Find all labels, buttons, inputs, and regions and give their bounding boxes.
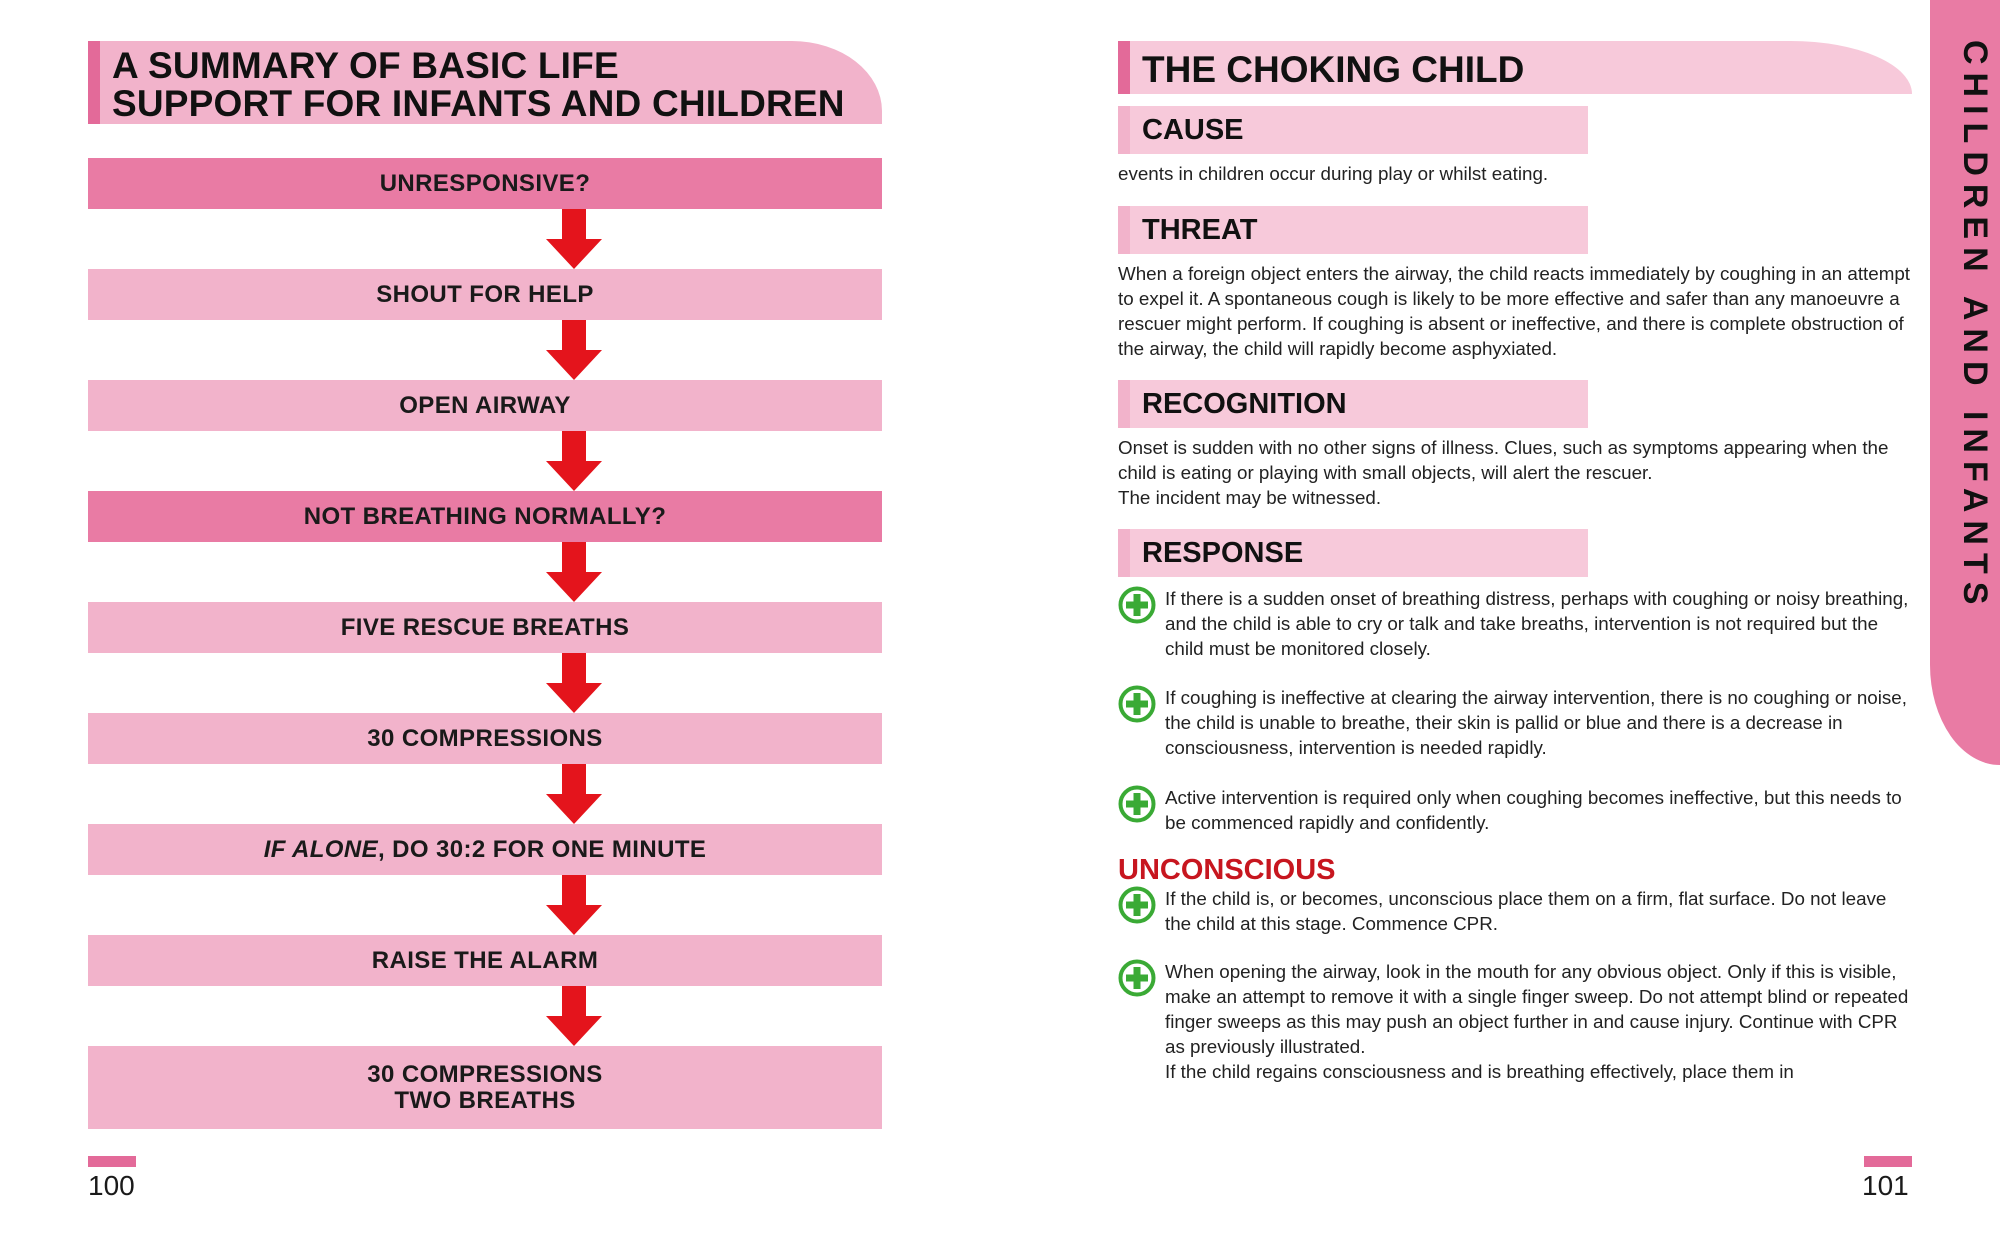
green-plus-icon (1118, 685, 1156, 723)
flow-step-unresponsive: UNRESPONSIVE? (88, 158, 882, 209)
cause-text: events in children occur during play or whilst eating. (1118, 163, 1549, 184)
left-title-line1: A SUMMARY OF BASIC LIFE (112, 45, 619, 86)
flow-step-open-airway: OPEN AIRWAY (88, 380, 882, 431)
down-arrow-icon (546, 320, 602, 380)
down-arrow-icon (546, 653, 602, 713)
down-arrow-icon (546, 209, 602, 269)
flow-step-if-alone (88, 824, 882, 875)
green-plus-icon (1118, 886, 1156, 924)
if-alone-emphasis: IF ALONE (263, 835, 378, 863)
left-title-line2: SUPPORT FOR INFANTS AND CHILDREN (112, 83, 845, 124)
green-plus-icon (1118, 959, 1156, 997)
flow-step-shout-for-help: SHOUT FOR HELP (88, 269, 882, 320)
final-step-line1: 30 COMPRESSIONS (367, 1060, 603, 1088)
page-marker-right (1864, 1156, 1912, 1167)
section-heading-recognition: RECOGNITION (1118, 380, 1588, 428)
recognition-text-line1: Onset is sudden with no other signs of illness. Clues, such as symptoms appearing when the child is eating or playing with small objects, will alert the rescuer. (1118, 437, 1889, 483)
unconscious-bullet-2-text (1165, 959, 1912, 1084)
section-heading-response: RESPONSE (1118, 529, 1588, 577)
unconscious-bullet-2-line2: If the child regains consciousness and is breathing effectively, place them in (1165, 1061, 1794, 1082)
section-heading-unconscious: UNCONSCIOUS (1118, 854, 1336, 886)
flow-step-five-rescue-breaths: FIVE RESCUE BREATHS (88, 602, 882, 653)
down-arrow-icon (546, 875, 602, 935)
right-page-title: THE CHOKING CHILD (1142, 49, 1525, 90)
green-plus-icon (1118, 785, 1156, 823)
flow-step-compressions-breaths (88, 1046, 882, 1129)
page-number-left: 100 (88, 1170, 135, 1201)
response-bullet-1-text: If there is a sudden onset of breathing distress, perhaps with coughing or noisy breathing, and the child is able to cry or talk and take breaths, intervention is not required but the child must be monitored closely. (1165, 588, 1909, 659)
section-heading-threat: THREAT (1118, 206, 1588, 254)
response-bullet-2-text: If coughing is ineffective at clearing the airway intervention, there is no coughing or noise, the child is unable to breathe, their skin is pallid or blue and there is a decrease in consciousness, intervention is needed rapidly. (1165, 687, 1907, 758)
green-plus-icon (1118, 586, 1156, 624)
flow-step-30-compressions: 30 COMPRESSIONS (88, 713, 882, 764)
page-marker-left (88, 1156, 136, 1167)
left-page-title (112, 47, 872, 123)
final-step-line2: TWO BREATHS (394, 1086, 576, 1114)
unconscious-bullet-2-line1: When opening the airway, look in the mouth for any obvious object. Only if this is visible, make an attempt to remove it with a single finger sweep. Do not attempt blind or repeated finger sweeps as this may push an object further in and cause injury. Continue with CPR as previously illustrated. (1165, 961, 1909, 1057)
response-bullet-3-text: Active intervention is required only when coughing becomes ineffective, but this needs to be commenced rapidly and confidently. (1165, 787, 1902, 833)
recognition-text-line2: The incident may be witnessed. (1118, 487, 1382, 508)
chapter-side-tab-label: CHILDREN AND INFANTS (1956, 40, 1994, 613)
unconscious-bullet-1-text: If the child is, or becomes, unconscious place them on a firm, flat surface. Do not leave the child at this stage. Commence CPR. (1165, 888, 1887, 934)
down-arrow-icon (546, 431, 602, 491)
threat-text: When a foreign object enters the airway, the child reacts immediately by coughing in an attempt to expel it. A spontaneous cough is likely to be more effective and safer than any manoeuvre a rescuer might perform. If coughing is absent or ineffective, and there is complete obstruction of the airway, the child will rapidly become asphyxiated. (1118, 263, 1911, 359)
flow-step-not-breathing: NOT BREATHING NORMALLY? (88, 491, 882, 542)
if-alone-rest: , DO 30:2 FOR ONE MINUTE (378, 835, 707, 863)
page-number-right: 101 (1862, 1170, 1909, 1201)
down-arrow-icon (546, 986, 602, 1046)
down-arrow-icon (546, 542, 602, 602)
down-arrow-icon (546, 764, 602, 824)
recognition-text (1118, 435, 1910, 510)
section-heading-cause: CAUSE (1118, 106, 1588, 154)
flow-step-raise-the-alarm: RAISE THE ALARM (88, 935, 882, 986)
